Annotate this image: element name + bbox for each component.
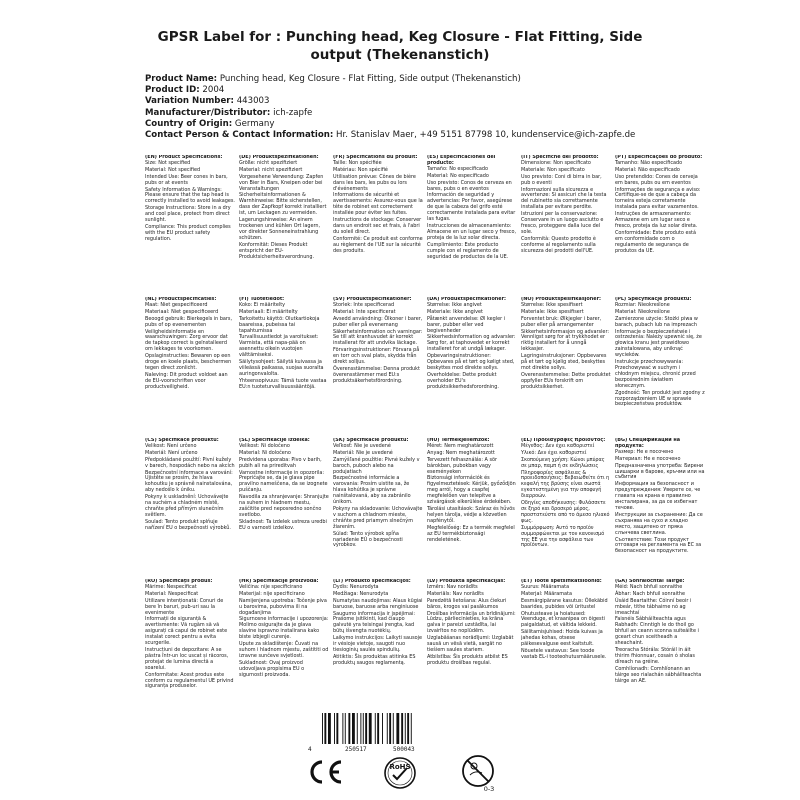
spec-block	[615, 155, 705, 293]
spec-heading: (SL) Specifikacije izdelka:	[239, 438, 310, 443]
spec-heading: (DE) Produktspezifikationen:	[239, 155, 319, 160]
spec-line: Lagringsinstruksjoner: Oppbevares på et tørt og kjølig sted, beskyttes mot direkte sollys.	[521, 353, 607, 371]
barcode-bar	[328, 713, 331, 744]
spec-line: Size: Not specified	[145, 159, 191, 166]
spec-line: Soulad: Tento produkt splňuje nařízení EU o bezpečnosti výrobků.	[145, 518, 231, 531]
barcode-bar	[360, 713, 361, 744]
spec-line: Υλικό: Δεν έχει καθοριστεί	[521, 449, 587, 456]
spec-block	[145, 155, 235, 293]
spec-line: Инструкции за съхранение: Да се съхранява на сухо и хладно място, защитено от пряка слънчева светлина.	[615, 511, 703, 536]
spec-line: Pokyny k uskladnění: Uchovávejte na suchém a chladném místě, chraňte před přímým slunečním světlem.	[145, 494, 229, 518]
spec-line: Μέγεθος: Δεν έχει καθοριστεί	[521, 442, 595, 449]
info-row	[145, 119, 635, 130]
barcode-digit-prefix: 4	[308, 746, 312, 753]
spec-line: Suurus: Määramata	[521, 583, 570, 590]
spec-line: Σκοπούμενη χρήση: Κώνοι μπύρας σε μπαρ, παμπ ή σε εκδηλώσεις	[521, 456, 605, 469]
spec-line: Bezpečnostní informace a varování: Ujistěte se prosím, že hlava kohoutku je správně nainstalována, aby nedošlo k úniku.	[145, 469, 233, 494]
spec-heading: (FI) Tuotetiedot:	[239, 297, 285, 302]
spec-line: Materjal: Määramata	[521, 590, 572, 597]
spec-line: Säilitamisjuhised: Hoida kuivas ja jahedas kohas, otsese päikesevalguse eest kaitstult.	[521, 629, 603, 648]
age-0-3-warning-icon	[458, 753, 498, 793]
spec-line: Säkerhetsinformation och varningar: Se till att kranhuvudet är korrekt installerat för att undvika läckage.	[333, 328, 423, 347]
spec-heading: (DA) Produktspecifikationer:	[427, 297, 506, 302]
spec-line: Dydis: Nenurodyta	[333, 583, 379, 590]
spec-block	[145, 579, 235, 717]
spec-line: Material: Ni določeno	[239, 449, 291, 456]
spec-line: Uso previsto: Conos de cerveza en bares, pubs o en eventos	[427, 179, 512, 192]
info-key: Product Name:	[145, 74, 218, 84]
spec-block	[333, 155, 423, 293]
spec-block	[521, 438, 611, 576]
barcode-bar	[369, 713, 372, 744]
spec-line: Tarkoitettu käyttö: Olutkartiokoja baareissa, pubeissa tai tapahtumissa	[239, 315, 320, 334]
barcode-bar	[357, 713, 358, 744]
barcode-bar	[405, 713, 406, 744]
spec-line: Předpokládané použití: Pivní kužely v barech, hospodách nebo na akcích	[145, 456, 235, 469]
spec-heading: (EN) Product Specifications:	[145, 155, 223, 160]
spec-line: Material: Not specified	[145, 166, 201, 173]
spec-line: Förvaringsinstruktioner: Förvara på en torr och sval plats, skydda från direkt solljus.	[333, 347, 420, 366]
spec-line: Compliance: This product complies with the EU product safety regulation.	[145, 223, 231, 242]
spec-line: Laikymo instrukcijos: Laikyti sausoje ir vėsioje vietoje, saugoti nuo tiesioginių saulės spindulių.	[333, 635, 422, 653]
spec-heading: (EL) Προδιαγραφές προϊόντος:	[521, 438, 606, 443]
spec-heading: (PL) Specyfikacje produktu:	[615, 297, 692, 302]
spec-heading: (IT) Specifiche del prodotto:	[521, 155, 599, 160]
spec-line: Opbevaringsinstruktioner: Opbevares på et tørt og køligt sted, beskyttes mod direkte sollys.	[427, 353, 515, 371]
spec-block	[239, 438, 329, 576]
spec-line: Tamaño: No especificado	[427, 165, 489, 172]
info-value: 443003	[236, 96, 270, 107]
spec-line: Material: nicht spezifiziert	[239, 166, 303, 173]
spec-line: Megfelelőség: Ez a termék megfelel az EU termékbiztonsági rendeletének.	[427, 524, 515, 543]
spec-line: Информация за безопасност и предупреждения: Уверете се, че главата на крана е правилно инсталирана, за да се избегнат течове.	[615, 481, 701, 511]
spec-line: Conformité: Ce produit est conforme au règlement de l'UE sur la sécurité des produits.	[333, 235, 423, 254]
spec-line: Méret: Nem meghatározott	[427, 442, 494, 449]
info-value: Punching head, Keg Closure - Flat Fitting, Side output (Thekenanstich)	[219, 74, 521, 84]
info-value: ich-zapfe	[273, 107, 313, 118]
spec-block	[333, 438, 423, 576]
spec-line: Ábhar: Nach bhfuil sonraithe	[615, 590, 686, 597]
spec-line: Lagerungshinweise: An einem trockenen und kühlen Ort lagern, vor direkter Sonneneinstrahlung schützen.	[239, 217, 321, 241]
spec-line: Safety Information & Warnings: Please ensure that the tap head is correctly installed to avoid leakages.	[145, 186, 235, 205]
info-row	[145, 108, 635, 119]
spec-block	[521, 297, 611, 435]
spec-line: Izmērs: Nav norādīts	[427, 583, 478, 590]
spec-line: Storage Instructions: Store in a dry and cool place, protect from direct sunlight.	[145, 205, 231, 224]
spec-line: Conformidade: Este produto está em conformidade com o regulamento de segurança de produtos da UE.	[615, 229, 696, 254]
barcode-bar	[396, 713, 399, 744]
spec-line: Sigurnosne informacije i upozorenja: Molimo osigurajte da je glava slavine ispravno instalirana kako biste izbjegli curenje.	[239, 616, 329, 641]
spec-line: Pokyny na skladovanie: Uchovávajte v suchom a chladnom mieste, chráňte pred priamym slnečným žiarením.	[333, 505, 423, 530]
spec-heading: (LT) Produkto specifikacijos:	[333, 579, 411, 584]
spec-grid	[145, 155, 705, 775]
barcode-bar	[401, 713, 403, 744]
spec-block	[239, 155, 329, 293]
spec-line: Größe: nicht spezifiziert	[239, 159, 298, 166]
spec-line: Comhlíonadh: Comhlíonann an táirge seo rialachán sábháilteachta táirge an AE.	[615, 665, 702, 684]
barcode-bar	[411, 713, 412, 744]
spec-heading: (SK) Špecifikácie produktu:	[333, 438, 409, 443]
spec-line: Upute za skladištenje: Čuvati na suhom i hladnom mjestu, zaštititi od izravne sunčeve svjetlosti.	[239, 641, 329, 659]
spec-line: Informații de siguranță & avertismente: Vă rugăm să vă asigurați că capul de robinet este instalat corect pentru a evita scurgerile.	[145, 616, 228, 647]
spec-line: Tárolási utasítások: Száraz és hűvös helyen tárolja, védje a közvetlen napfénytől.	[427, 505, 515, 524]
barcode-bar	[365, 713, 367, 744]
spec-block	[615, 297, 705, 435]
spec-block	[427, 297, 517, 435]
spec-line: Overholdelse: Dette produkt overholder EU's produktsikkerhedsforordning.	[427, 371, 499, 390]
spec-line: Materiale: Ikke spesifisert	[521, 308, 584, 315]
spec-line: Turvallisuustiedot ja varoitukset: Varmista, että napa-pää on asennettu oikein vuotojen välttämiseksi.	[239, 334, 319, 359]
rohs-icon	[383, 756, 417, 790]
spec-line: Cumplimiento: Este producto cumple con el reglamento de seguridad de productos de la UE.	[427, 241, 509, 260]
spec-line: Taille: Non spécifiée	[333, 159, 382, 166]
title-line-2: output (Thekenanstich)	[310, 47, 490, 63]
spec-line: Instrucciones de almacenamiento: Almacene en un lugar seco y fresco, proteja de la luz solar directa.	[427, 222, 517, 241]
title-line-1: GPSR Label for : Punching head, Keg Closure - Flat Fitting, Side	[157, 29, 643, 45]
spec-heading: (HU) Termékjellemzők:	[427, 438, 490, 443]
spec-line: Størrelse: Ikke spesifisert	[521, 301, 583, 308]
spec-line: Materiale: Ikke angivet	[427, 308, 483, 315]
spec-line: Mărime: Nespecificat	[145, 583, 197, 590]
spec-line: Material: Não especificado	[615, 166, 680, 173]
spec-line: Materiał: Nieokreślone	[615, 308, 670, 315]
spec-line: Storlek: Inte specificerad	[333, 301, 395, 308]
spec-line: Biztonsági információk és figyelmeztetések: Kérjük, győződjön meg arról, hogy a csapfej megfelelően van telepítve a szivárgások elkerülése érdekében.	[427, 475, 516, 506]
spec-line: Saugumo informacija ir įspėjimai: Prašome įsitikinti, kad čiaupo galvutė yra teisingai įrengta, kad būtų išvengta nuotėkių.	[333, 610, 415, 635]
ce-mark-icon	[305, 759, 345, 785]
spec-line: Drošības informācija un brīdinājumi: Lūdzu, pārliecinieties, ka krāna galva ir pareizi uzstādīta, lai izvairītos no noplūdēm.	[427, 610, 516, 635]
rohs-label: RoHS	[389, 763, 411, 771]
spec-line: Naleving: Dit product voldoet aan de EU-voorschriften voor productveiligheid.	[145, 371, 228, 390]
barcode-bar	[377, 713, 379, 744]
barcode-digits-right: 500043	[393, 746, 415, 753]
spec-line: Överensstämmelse: Denna produkt överensstämmer med EU:s produktsäkerhetsförordning.	[333, 365, 420, 384]
spec-line: Matériau: Non spécifié	[333, 166, 388, 173]
spec-line: Beoogd gebruik: Bierkegels in bars, pubs of op evenementen	[145, 315, 233, 328]
spec-line: Rozmiar: Nieokreślone	[615, 301, 670, 308]
spec-line: Sukladnost: Ovaj proizvod udovoljava propisima EU o sigurnosti proizvoda.	[239, 659, 305, 678]
spec-line: Treoracha Stórála: Stóráil in áit thirim fhionnuar, cosain ó sholas díreach na gréine.	[615, 646, 695, 665]
product-info	[145, 74, 635, 141]
spec-line: Zamierzone użycie: Stożki piwa w barach, pubach lub na imprezach	[615, 315, 698, 328]
spec-line: Material: Nespecificat	[145, 590, 199, 597]
spec-line: Conformità: Questo prodotto è conforme al regolamento sulla sicurezza dei prodotti dell'UE.	[521, 235, 596, 254]
barcode-bar	[387, 713, 388, 744]
spec-heading: (CS) Specifikace produktu:	[145, 438, 219, 443]
spec-line: Πληροφορίες ασφάλειας & προειδοποιήσεις: Βεβαιωθείτε ότι η κεφαλή της βρύσης είναι σωστά εγκατεστημένη για την αποφυγή διαρροών.	[521, 469, 610, 500]
barcode-bar	[363, 713, 364, 744]
spec-heading: (NO) Produktspesifikasjoner:	[521, 297, 601, 302]
spec-line: Uso previsto: Coni di birra in bar, pub o eventi	[521, 173, 602, 186]
spec-line: Påtænkt anvendelse: Øl kegler i barer, pubber eller ved begivenheder	[427, 315, 506, 334]
spec-line: Opslaginstructies: Bewaren op een droge en koele plaats, beschermen tegen direct zonlicht.	[145, 353, 232, 371]
spec-line: Atbilstība: Šis produkts atbilst ES produktu drošības regulai.	[427, 653, 508, 666]
spec-line: Informações de segurança e aviso: Certifique-se de que a cabeça da torneira esteja corretamente instalada para evitar vazamentos.	[615, 186, 701, 211]
spec-line: Materiaali: Ei määritelty	[239, 308, 298, 315]
spec-line: Materiál: Není určeno	[145, 449, 198, 456]
barcode-bar	[407, 713, 409, 744]
spec-line: Numatytas naudojimas: Alaus kūgiai baruose, baruose arba renginiuose	[333, 597, 423, 610]
spec-line: Sicherheitsinformationen & Warnhinweise: Bitte sicherstellen, dass der Zapfkopf korrekt installiert ist, um Leckagen zu vermeiden.	[239, 192, 327, 217]
barcode-bar	[375, 713, 376, 744]
spec-line: Forventet bruk: Ølkjegler i barer, puber eller på arrangementer	[521, 315, 602, 328]
info-row	[145, 130, 635, 141]
spec-line: Sikkerhetsinformasjon og advarsler: Vennligst sørg for at trykkhodet er riktig installert for å unngå lekkasjer.	[521, 328, 610, 353]
spec-line: Zgodność: Ten produkt jest zgodny z rozporządzeniem UE w sprawie bezpieczeństwa produktów.	[615, 389, 705, 408]
barcode-bar	[352, 713, 355, 744]
spec-line: Οδηγίες αποθήκευσης: Φυλάσσετε σε ξηρό και δροσερό μέρος, προστατεύστε από το άμεσο ηλιακό φως.	[521, 500, 610, 524]
age-label: 0-3	[483, 785, 495, 793]
spec-line: Материал: Не е посочено	[615, 455, 681, 462]
info-key: Product ID:	[145, 85, 200, 96]
spec-line: Uso pretendido: Cones de cerveja em bares, pubs ou em eventos	[615, 173, 698, 186]
info-value: Germany	[234, 118, 275, 129]
spec-line: Istruzioni per la conservazione: Conservare in un luogo asciutto e fresco, proteggere dalla luce del sole.	[521, 211, 604, 235]
spec-line: Materiale: Non specificato	[521, 166, 585, 173]
page-title	[40, 28, 760, 64]
spec-heading: (GA) Sonraíochtaí Táirge:	[615, 579, 685, 584]
spec-line: Yhteensopivuus: Tämä tuote vastaa EU:n tuoteturvallisuussääntöjä.	[239, 377, 327, 390]
spec-heading: (ET) Toote spetsifikatsioonid:	[521, 579, 602, 584]
barcode-bar	[322, 713, 323, 744]
spec-line: Instrukcje przechowywania: Przechowywać w suchym i chłodnym miejscu, chronić przed bezpośrednim światłem słonecznym.	[615, 359, 696, 389]
barcode-bar	[345, 713, 346, 744]
spec-line: Konformität: Dieses Produkt entspricht der EU-Produktsicherheitsverordnung.	[239, 241, 315, 260]
spec-line: Størrelse: Ikke angivet	[427, 301, 482, 308]
spec-block	[521, 579, 611, 717]
spec-line: Tervezett felhasználás: A sör bárokban, pubokban vagy eseményeken	[427, 456, 497, 475]
spec-line: Zamýšľané použitie: Pivné kužely v baroch, puboch alebo na podujatiach	[333, 456, 420, 475]
spec-block	[333, 579, 423, 717]
spec-line: Namijenjena upotreba: Točenje piva u barovima, pubovima ili na događanjima	[239, 597, 327, 616]
spec-line: Instructions de stockage: Conserver dans un endroit sec et frais, à l'abri du soleil direct.	[333, 217, 422, 235]
spec-line: Varnostne informacije in opozorila: Prepričajte se, da je glava pipe pravilno nameščena, da se izognete puščanju.	[239, 469, 328, 494]
spec-block	[145, 438, 235, 576]
info-key: Country of Origin:	[145, 118, 233, 129]
spec-line: Overensstemmelse: Dette produktet oppfyller EUs forskrift om produktsikkerhet.	[521, 371, 611, 390]
spec-line: Material: No especificado	[427, 172, 489, 179]
spec-line: Informations de sécurité et avertissements: Assurez-vous que la tête de robinet est correctement installée pour éviter les fuites.	[333, 192, 423, 217]
spec-line: Ohutusteave ja hoiatused: Veenduge, et kraanipea on õigesti paigaldatud, et vältida lekkeid.	[521, 610, 605, 629]
spec-heading: (SV) Produktspecifikationer:	[333, 297, 412, 302]
spec-block	[427, 155, 517, 293]
spec-line: Uzglabāšanas norādījumi: Uzglabāt sausā un vēsā vietā, sargāt no tiešiem saules stariem.	[427, 635, 514, 653]
info-key: Variation Number:	[145, 96, 234, 107]
spec-line: Medžiaga: Nenurodyta	[333, 590, 389, 597]
spec-block	[521, 155, 611, 293]
spec-line: Materiaal: Niet gespecificeerd	[145, 308, 219, 315]
spec-heading: (FR) Spécifications du produit:	[333, 155, 418, 160]
info-row	[145, 85, 635, 96]
spec-line: Informazioni sulla sicurezza e avvertenze: Si assicuri che la testa del rubinetto sia correttamente installata per evitare perdite.	[521, 186, 607, 211]
spec-line: Dimensione: Non specificato	[521, 159, 591, 166]
spec-line: Atitiktis: Šis produktas atitinka ES produktų saugos reglamentą.	[333, 653, 416, 666]
spec-line: Navodila za shranjevanje: Shranjujte na suhem in hladnem mestu, zaščitite pred neposredno sončno svetlobo.	[239, 494, 329, 518]
spec-line: Velikost: Ni določeno	[239, 442, 290, 449]
spec-heading: (ES) Especificaciones del producto:	[427, 155, 496, 166]
spec-line: Materijal: nije specificirano	[239, 590, 305, 597]
barcode-bar	[348, 713, 350, 744]
spec-line: Materiál: Nie je uvedené	[333, 449, 393, 456]
spec-line: Skladnost: Ta izdelek ustreza uredbi EU o varnosti izdelkov.	[239, 518, 327, 531]
info-key: Manufacturer/Distributor:	[145, 107, 271, 118]
info-row	[145, 96, 635, 107]
spec-line: Materiāls: Nav norādīts	[427, 590, 484, 597]
spec-line: Предназначена употреба: Бирени шишарки в барове, кръчми или на събития	[615, 462, 705, 481]
spec-line: Veľkosť: Nie je uvedené	[333, 442, 391, 449]
spec-line: Faisnéis Sábháilteachta agus Rabhadh: Cinntigh le do thoil go bhfuil an ceann sconna suiteáilte i gceart chun sceitheadh a sheachaint.	[615, 616, 699, 647]
spec-line: Material: Inte specificerat	[333, 308, 396, 315]
spec-line: Nõuetele vastavus: See toode vastab EL-i tooteohutusmäärusele.	[521, 647, 607, 660]
spec-heading: (RO) Specificații produs:	[145, 579, 213, 584]
spec-line: Eesmärgipärane kasutus: Õllekäbid baarides, pubides või üritustel	[521, 597, 608, 610]
spec-line: Información de seguridad y advertencias: Por favor, asegúrese de que la cabeza del grifo esté correctamente instalada para evitar las fugas.	[427, 192, 516, 223]
spec-line: Veličina: nije specificirano	[239, 583, 303, 590]
spec-line: Velikost: Není určeno	[145, 442, 197, 449]
spec-line: Utilizare intenționată: Conuri de bere în baruri, pub-uri sau la evenimente	[145, 597, 224, 616]
spec-line: Veiligheidsinformatie en waarschuwingen: Zorg ervoor dat de tapkop correct is geïnstalleerd om lekkages te voorkomen.	[145, 328, 228, 353]
barcode-bar	[393, 713, 394, 744]
barcode-bar	[334, 713, 335, 744]
spec-line: Размер: Не е посочено	[615, 448, 674, 455]
spec-line: Anyag: Nem meghatározott	[427, 449, 495, 456]
barcode-bar	[324, 713, 326, 744]
spec-line: Vorgesehene Verwendung: Zapfen von Bier in Bars, Kneipen oder bei Veranstaltungen	[239, 173, 324, 192]
barcode-digits-left: 250517	[345, 746, 367, 753]
spec-line: Predvidena uporaba: Pivo v barih, pubih ali na prireditvah	[239, 456, 322, 469]
spec-line: Conformitate: Acest produs este conform cu regulamentul UE privind siguranța produselor.	[145, 671, 234, 690]
spec-line: Sikkerhedsinformation og advarsler: Sørg for, at taphovedet er korrekt installeret for at undgå lækager.	[427, 334, 516, 353]
spec-line: Informacje o bezpieczeństwie i ostrzeżenia: Należy upewnić się, że głowica kranu jest prawidłowo zainstalowana, aby uniknąć wycieków.	[615, 328, 702, 359]
spec-block	[239, 579, 329, 717]
barcode-bar	[342, 713, 343, 744]
spec-block	[427, 438, 517, 576]
spec-line: Avsedd användning: Ölkoner i barer, puber eller på evenemang	[333, 315, 423, 328]
spec-line: Úsáid Beartaithe: Cóinní beoir i mbeár, tithe tábhairne nó ag imeachtaí	[615, 597, 692, 616]
spec-block	[615, 579, 705, 717]
info-value: Hr. Stanislav Maer, +49 5151 87798 10, kundenservice@ich-zapfe.de	[336, 130, 636, 141]
spec-block	[239, 297, 329, 435]
info-value: 2004	[202, 85, 225, 96]
barcode-bar	[389, 713, 391, 744]
info-row	[145, 74, 635, 85]
spec-block	[615, 438, 705, 576]
spec-line: Utilisation prévue: Cônes de bière dans les bars, les pubs ou lors d'événements	[333, 173, 416, 192]
spec-line: Bezpečnostné informácie a varovania: Prosím uistite sa, že hlava kohútika je správne nainštalovaná, aby sa zabránilo únikom.	[333, 475, 411, 506]
spec-line: Intended Use: Beer cones in bars, pubs or at events	[145, 173, 228, 186]
spec-line: Méid: Nach bhfuil sonraithe	[615, 583, 683, 590]
spec-line: Instrucțiuni de depozitare: A se păstra într-un loc uscat și răcoros, protejat de lumina directă a soarelui.	[145, 646, 229, 671]
spec-line: Säilytysohjeet: Säilytä kuivassa ja viileässä paikassa, suojaa suoralta auringonvalolta.	[239, 359, 324, 377]
spec-heading: (PT) Especificações do produto:	[615, 155, 703, 160]
spec-line: Συμμόρφωση: Αυτό το προϊόν συμμορφώνεται με τον κανονισμό της ΕΕ για την ασφάλεια των προϊόντων.	[521, 524, 605, 549]
spec-heading: (HR) Specifikacije proizvoda:	[239, 579, 319, 584]
spec-block	[333, 297, 423, 435]
spec-heading: (LV) Produkta specifikācijas:	[427, 579, 506, 584]
spec-heading: (NL) Productspecificaties:	[145, 297, 217, 302]
spec-block	[145, 297, 235, 435]
spec-heading: (BG) Спецификации на продукта:	[615, 438, 681, 449]
spec-block	[427, 579, 517, 717]
spec-line: Съответствие: Този продукт отговаря на регламента на ЕС за безопасност на продуктите.	[615, 536, 702, 555]
barcode	[320, 713, 444, 744]
barcode-bar	[382, 713, 383, 744]
spec-line: Maat: Niet gespecificeerd	[145, 301, 208, 308]
spec-line: Paredzētā lietošana: Alus čiekuri bāros, krogos vai pasākumos	[427, 597, 507, 610]
info-key: Contact Person & Contact Information:	[145, 130, 334, 141]
spec-line: Tamanho: Não especificado	[615, 159, 683, 166]
spec-line: Instruções de armazenamento: Armazene em um lugar seco e fresco, proteja da luz solar direta.	[615, 211, 698, 229]
barcode-bar	[336, 713, 338, 744]
spec-line: Súlad: Tento výrobok spĺňa nariadenie EÚ o bezpečnosti výrobkov.	[333, 530, 403, 549]
spec-line: Koko: Ei määritelty	[239, 301, 286, 308]
